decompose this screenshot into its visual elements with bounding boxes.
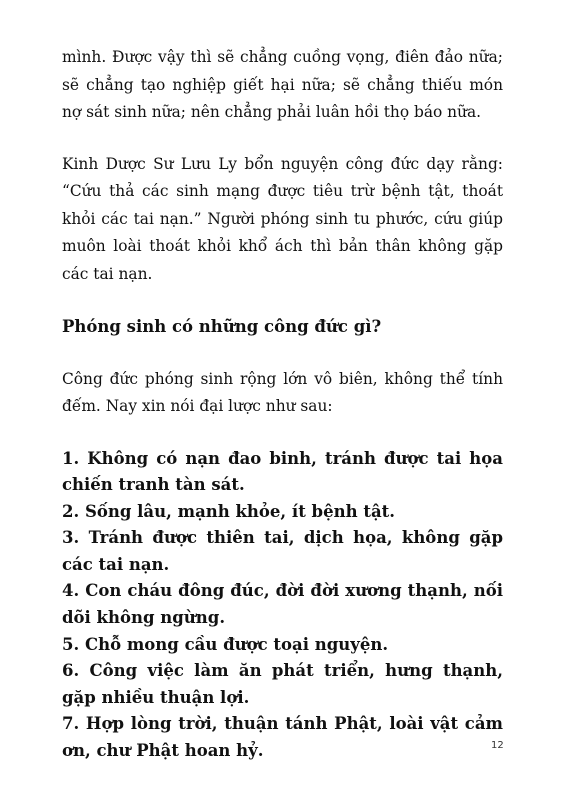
- list-item: 2. Sống lâu, mạnh khỏe, ít bệnh tật.: [62, 501, 396, 521]
- paragraph-gap: [62, 421, 503, 446]
- paragraph-intro: Công đức phóng sinh rộng lớn vô biên, không thể tính đếm. Nay xin nói đại lược như sau:: [62, 369, 503, 415]
- page-number: 12: [491, 740, 504, 751]
- paragraph-continuation: mình. Được vậy thì sẽ chẳng cuồng vọng, điên đảo nữa; sẽ chẳng tạo nghiệp giết hại nữa; sẽ chẳng thiếu món nợ sát sinh nữa; nên chẳng phải luân hồi thọ báo nữa.: [62, 48, 503, 121]
- paragraph-gap: [62, 288, 503, 313]
- list-item: 7. Hợp lòng trời, thuận tánh Phật, loài vật cảm ơn, chư Phật hoan hỷ.: [62, 714, 503, 761]
- paragraph-sutra-quote: Kinh Dược Sư Lưu Ly bổn nguyện công đức dạy rằng: “Cứu thả các sinh mạng được tiêu trừ bệnh tật, thoát khỏi các tai nạn.” Người phóng sinh tu phước, cứu giúp muôn loài thoát khỏi khổ ách thì bản thân không gặp các tai nạn.: [62, 154, 503, 283]
- paragraph-gap: [62, 341, 503, 366]
- list-item: 6. Công việc làm ăn phát triển, hưng thạnh, gặp nhiều thuận lợi.: [62, 661, 503, 707]
- list-item: 5. Chỗ mong cầu được toại nguyện.: [62, 634, 389, 654]
- list-item: 4. Con cháu đông đúc, đời đời xương thạnh, nối dõi không ngừng.: [62, 581, 503, 628]
- section-heading: Phóng sinh có những công đức gì?: [62, 317, 382, 336]
- list-item: 3. Tránh được thiên tai, dịch họa, không gặp các tai nạn.: [62, 528, 503, 574]
- merits-list: [62, 446, 503, 765]
- list-item: 1. Không có nạn đao binh, tránh được tai họa chiến tranh tàn sát.: [62, 448, 503, 495]
- paragraph-gap: [62, 127, 503, 151]
- page-body: [62, 44, 503, 765]
